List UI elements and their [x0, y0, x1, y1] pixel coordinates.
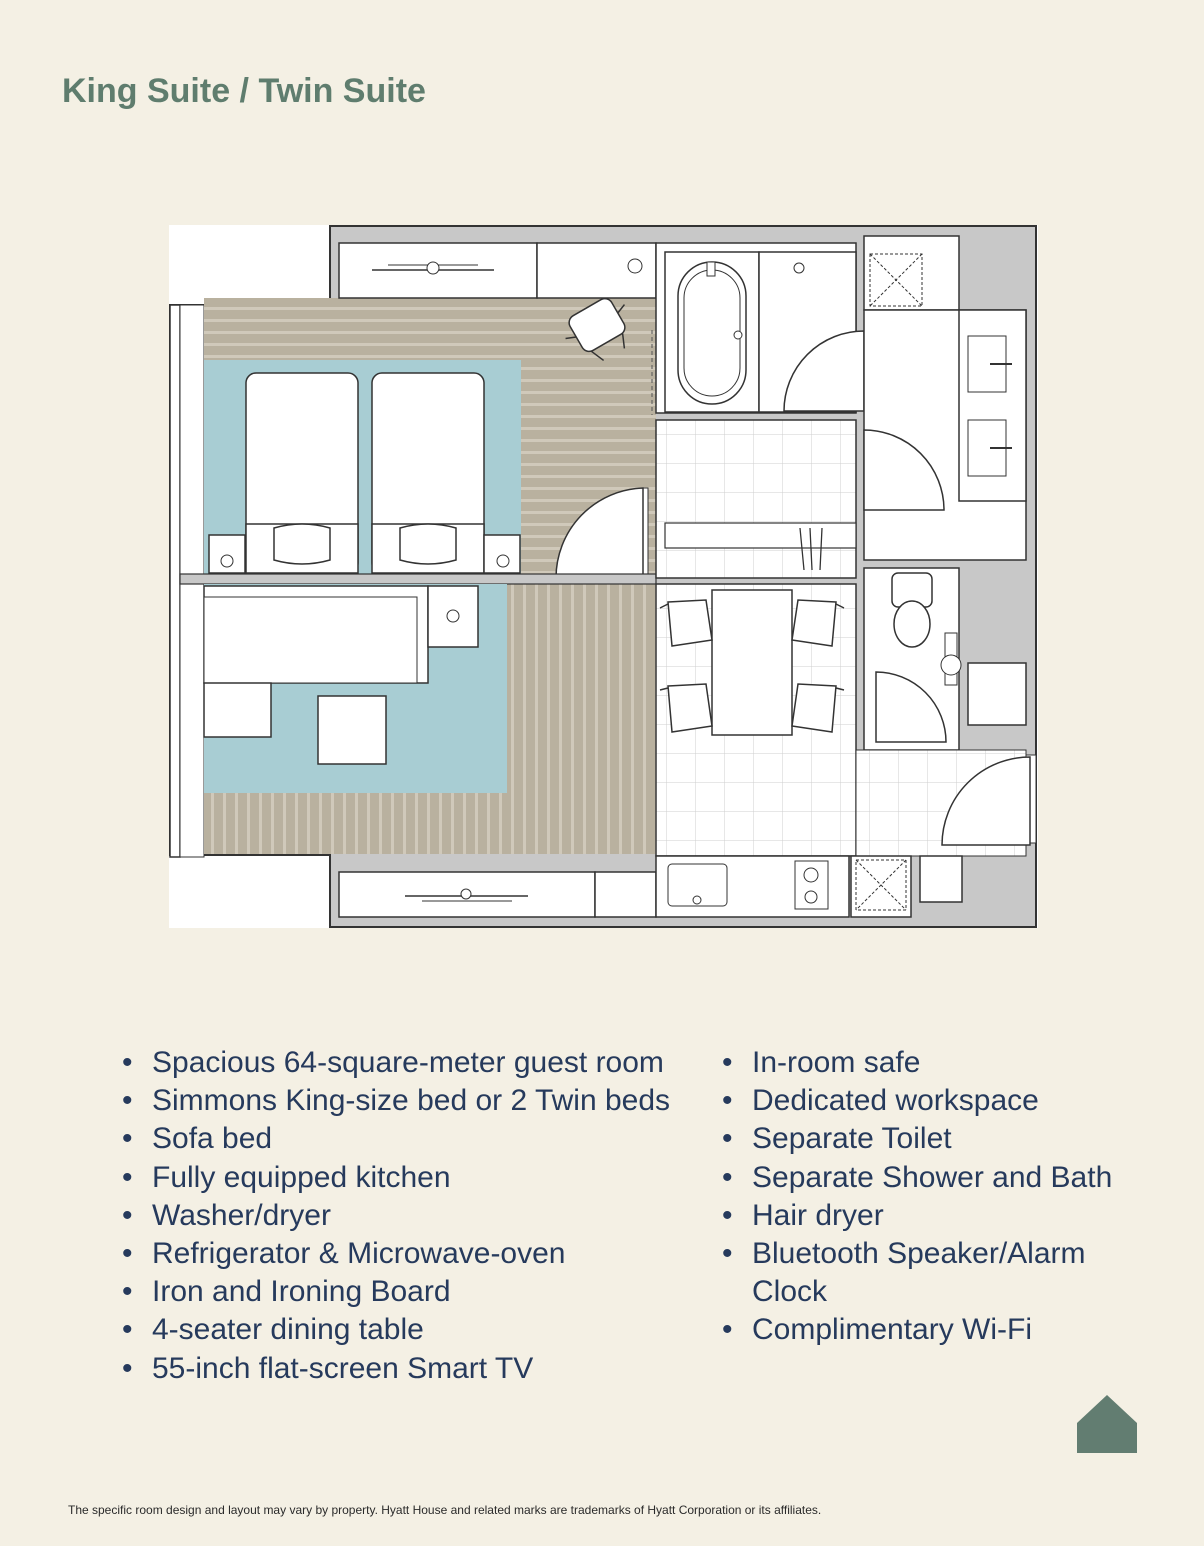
- list-item: • Complimentary Wi-Fi: [720, 1311, 1150, 1349]
- list-item: • Simmons King-size bed or 2 Twin beds: [120, 1082, 720, 1120]
- list-item: • Dedicated workspace: [720, 1082, 1150, 1120]
- list-item: • Iron and Ironing Board: [120, 1273, 720, 1311]
- page-title: King Suite / Twin Suite: [62, 72, 426, 110]
- list-item: • 4-seater dining table: [120, 1311, 720, 1349]
- disclaimer: The specific room design and layout may vary by property. Hyatt House and related marks are trademarks of Hyatt Corporation or its affiliates.: [68, 1503, 822, 1517]
- safe-icon: [628, 259, 642, 273]
- window: [170, 305, 180, 857]
- list-item: • Sofa bed: [120, 1120, 720, 1158]
- list-item: • Separate Toilet: [720, 1120, 1150, 1158]
- list-item: • Hair dryer: [720, 1197, 1150, 1235]
- list-item: • Spacious 64-square-meter guest room: [120, 1044, 720, 1082]
- home-icon[interactable]: [1076, 1394, 1138, 1454]
- washer-dryer-counter: [665, 523, 856, 548]
- list-item: • Refrigerator & Microwave-oven: [120, 1235, 720, 1273]
- list-item: • 55-inch flat-screen Smart TV: [120, 1350, 720, 1388]
- floor-plan: [169, 225, 1038, 928]
- amenities-right-column: [720, 1044, 1150, 1388]
- list-item: • Washer/dryer: [120, 1197, 720, 1235]
- dining-table: [712, 590, 792, 735]
- list-item: • Bluetooth Speaker/Alarm Clock: [720, 1235, 1150, 1311]
- coffee-table: [318, 696, 386, 764]
- list-item: • Fully equipped kitchen: [120, 1159, 720, 1197]
- list-item: • In-room safe: [720, 1044, 1150, 1082]
- amenities-list: [120, 1044, 1160, 1388]
- list-item: • Separate Shower and Bath: [720, 1159, 1150, 1197]
- amenities-left-column: [120, 1044, 720, 1388]
